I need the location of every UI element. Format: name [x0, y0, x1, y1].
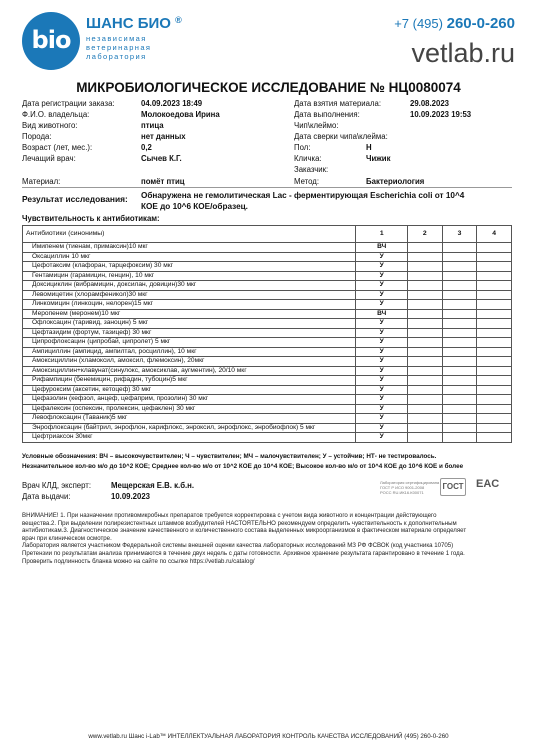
antibiotic-name: Цефтазидим (фортум, тазицеф) 30 мкг	[23, 328, 356, 338]
note-line: Претензии по результатам анализа принимаются в течение двух недель с даты готовности. Архивное хранение результата гарантировано в течение 1 года.	[22, 549, 465, 557]
empty-cell	[442, 385, 477, 395]
header-cell: 4	[477, 226, 512, 243]
brand-subtitle	[86, 34, 151, 61]
label: Вид животного:	[22, 121, 78, 130]
sensitivity-value: У	[356, 347, 408, 357]
empty-cell	[442, 281, 477, 291]
empty-cell	[407, 423, 442, 433]
table-row	[23, 300, 512, 310]
table-row	[23, 262, 512, 272]
sensitivity-value: У	[356, 423, 408, 433]
table-row	[23, 252, 512, 262]
empty-cell	[442, 395, 477, 405]
antibiotic-name: Офлоксацин (таривид, заноцин) 5 мкг	[23, 319, 356, 329]
empty-cell	[477, 423, 512, 433]
empty-cell	[407, 243, 442, 253]
notes-block	[22, 512, 517, 565]
label: Дата выполнения:	[294, 110, 360, 119]
empty-cell	[407, 414, 442, 424]
result-value	[141, 190, 464, 212]
empty-cell	[442, 309, 477, 319]
doctor-label: Врач КЛД, эксперт:	[22, 481, 92, 490]
sensitivity-value: У	[356, 395, 408, 405]
sensitivity-value: ВЧ	[356, 309, 408, 319]
header-cell: Антибиотики (синонимы)	[23, 226, 356, 243]
antibiotic-name: Цефтриаксон 30мкг	[23, 433, 356, 443]
sensitivity-value: У	[356, 281, 408, 291]
empty-cell	[477, 319, 512, 329]
empty-cell	[407, 433, 442, 443]
empty-cell	[442, 252, 477, 262]
label: Чип\клеймо:	[294, 121, 339, 130]
legend-line	[22, 452, 436, 461]
phone-number: 260-0-260	[446, 15, 515, 32]
note-line: ВНИМАНИЕ! 1. При назначении противомикробных препаратов требуется корректировка с учетом вида животного и концентрации действующего	[22, 512, 437, 519]
antibiotic-name: Рифампицин (бенемицин, рифадин, тубоцин)5 мкг	[23, 376, 356, 386]
label: Лечащий врач:	[22, 154, 76, 163]
empty-cell	[442, 262, 477, 272]
table-row	[23, 433, 512, 443]
header-cell: 3	[442, 226, 477, 243]
empty-cell	[407, 309, 442, 319]
sensitivity-value: У	[356, 300, 408, 310]
doctor-value: Мещерская Е.В. к.б.н.	[111, 481, 195, 490]
material-value: помёт птиц	[141, 177, 185, 186]
empty-cell	[477, 433, 512, 443]
empty-cell	[407, 376, 442, 386]
sensitivity-value: У	[356, 433, 408, 443]
footer: www.vetlab.ru Шанс i-Lab™ ИНТЕЛЛЕКТУАЛЬНАЯ ЛАБОРАТОРИЯ КОНТРОЛЬ КАЧЕСТВА ИССЛЕДОВАНИЙ (495) 260-0-260	[88, 733, 449, 740]
sensitivity-value: У	[356, 290, 408, 300]
label: Ф.И.О. владельца:	[22, 110, 90, 119]
table-row	[23, 404, 512, 414]
sensitivity-title: Чувствительность к антибиотикам:	[22, 214, 160, 223]
antibiotic-name: Амоксициллин (хламоксил, амоксил, флемоксин), 20мкг	[23, 357, 356, 367]
empty-cell	[477, 243, 512, 253]
empty-cell	[407, 385, 442, 395]
empty-cell	[442, 338, 477, 348]
table-row	[23, 281, 512, 291]
antibiotic-name: Амоксициллин+клавунат(синулокс, амоксиклав, аугментин), 20/10 мкг	[23, 366, 356, 376]
label: Заказчик:	[294, 165, 329, 174]
value: 10.09.2023 19:53	[410, 110, 472, 119]
empty-cell	[407, 252, 442, 262]
table-row	[23, 366, 512, 376]
label: Дата регистрации заказа:	[22, 99, 115, 108]
table-row	[23, 290, 512, 300]
empty-cell	[442, 366, 477, 376]
empty-cell	[442, 404, 477, 414]
sensitivity-value: У	[356, 271, 408, 281]
empty-cell	[477, 385, 512, 395]
cert-line: Лаборатория сертифицирована	[380, 480, 440, 485]
empty-cell	[477, 357, 512, 367]
empty-cell	[442, 243, 477, 253]
legend-line: Незначительное кол-во м/о до 10^2 КОЕ; Среднее кол-во м/о от 10^2 КОЕ до 10^4 КОЕ; Высокое кол-во м/о от 10^4 КОЕ до 10^6 КОЕ и более	[22, 463, 464, 470]
value: нет данных	[141, 132, 186, 141]
empty-cell	[407, 319, 442, 329]
empty-cell	[442, 300, 477, 310]
empty-cell	[407, 338, 442, 348]
label: Пол:	[294, 143, 311, 152]
logo-text: bio	[31, 26, 71, 54]
sensitivity-value: У	[356, 385, 408, 395]
empty-cell	[442, 290, 477, 300]
empty-cell	[442, 357, 477, 367]
empty-cell	[477, 281, 512, 291]
table-row	[23, 385, 512, 395]
antibiotic-name: Цефуроксим (аксетин, кетоцеф) 30 мкг	[23, 385, 356, 395]
brand-subtitle-line: лаборатория	[86, 52, 147, 61]
antibiotic-name: Ципрофлоксацин (ципробай, ципролет) 5 мкг	[23, 338, 356, 348]
empty-cell	[407, 347, 442, 357]
empty-cell	[477, 300, 512, 310]
logo	[22, 12, 80, 70]
issue-date-value: 10.09.2023	[111, 492, 151, 501]
value: 04.09.2023 18:49	[141, 99, 203, 108]
empty-cell	[442, 328, 477, 338]
note-line: Лаборатория является участником Федеральной системы внешней оценки качества лабораторных исследований МЗ РФ ФСВОК (код участника 10705)	[22, 542, 454, 550]
antibiotic-name: Энрофлоксацин (байтрил, энрофлон, карифлокс, энроксил, энрофлокс, энробиофлок) 5 мкг	[23, 423, 356, 433]
sensitivity-value: У	[356, 376, 408, 386]
empty-cell	[407, 262, 442, 272]
header-cell: 2	[407, 226, 442, 243]
document-title: МИКРОБИОЛОГИЧЕСКОЕ ИССЛЕДОВАНИЕ № НЦ0080074	[76, 80, 461, 95]
antibiotic-name: Левофлоксацин (Таваник)5 мкг	[23, 414, 356, 424]
header-cell: 1	[356, 226, 408, 243]
sensitivity-value: У	[356, 357, 408, 367]
antibiotics-table	[22, 225, 512, 443]
empty-cell	[477, 328, 512, 338]
empty-cell	[442, 271, 477, 281]
brand-subtitle-line: независимая	[86, 34, 147, 43]
note-line: антибиотикам.3. Диагностическое значение качественного и количественного состава выделенных микроорганизмов в фактическом материале определяет	[22, 527, 467, 535]
empty-cell	[477, 271, 512, 281]
sensitivity-value: У	[356, 366, 408, 376]
empty-cell	[442, 319, 477, 329]
table-row	[23, 309, 512, 319]
antibiotic-name: Оксациллин 10 мкг	[23, 252, 356, 262]
empty-cell	[407, 404, 442, 414]
gost-stamp-icon: ГОСТ	[440, 478, 466, 496]
antibiotic-name: Ампициллин (ампицид, ампилтал, росциллин), 10 мкг	[23, 347, 356, 357]
certification-text	[380, 480, 439, 495]
empty-cell	[407, 300, 442, 310]
empty-cell	[407, 395, 442, 405]
empty-cell	[442, 376, 477, 386]
note-line: врач при клиническом осмотре.	[22, 534, 112, 542]
brand-mark: ®	[175, 15, 182, 25]
table-row	[23, 376, 512, 386]
empty-cell	[477, 338, 512, 348]
phone-prefix: +7 (495)	[394, 16, 443, 31]
table-row	[23, 338, 512, 348]
sensitivity-value: У	[356, 404, 408, 414]
empty-cell	[477, 414, 512, 424]
empty-cell	[407, 328, 442, 338]
empty-cell	[477, 309, 512, 319]
table-row	[23, 423, 512, 433]
sensitivity-value: У	[356, 252, 408, 262]
brand-name	[86, 15, 182, 32]
table-row	[23, 347, 512, 357]
table-row	[23, 319, 512, 329]
empty-cell	[407, 357, 442, 367]
antibiotic-name: Меропенем (меронем)10 мкг	[23, 309, 356, 319]
empty-cell	[477, 376, 512, 386]
antibiotic-name: Цефотаксим (клафоран, тарцефоксим) 30 мкг	[23, 262, 356, 272]
result-line: Обнаружена не гемолитическая Lac - ферментирующая Escherichia coli от 10^4	[141, 191, 465, 200]
brand-subtitle-line: ветеринарная	[86, 43, 152, 52]
empty-cell	[407, 366, 442, 376]
empty-cell	[442, 433, 477, 443]
brand-title: ШАНС БИО	[86, 15, 171, 32]
value: 0,2	[141, 143, 152, 152]
sensitivity-value: У	[356, 328, 408, 338]
value: Чижик	[366, 154, 391, 163]
antibiotic-name: Левомицетин (хлорамфеникол)30 мкг	[23, 290, 356, 300]
antibiotic-name: Доксициклин (вибрамицин, доксилан, довицин)30 мкг	[23, 281, 356, 291]
legend-text: Условные обозначения: ВЧ – высокочувствителен; Ч – чувствителен; МЧ – малочувствителен; У – устойчив; НТ- не тестировалось.	[22, 453, 437, 460]
empty-cell	[407, 281, 442, 291]
label: Дата взятия материала:	[294, 99, 382, 108]
site-url: vetlab.ru	[411, 38, 515, 68]
cert-line: РОСС RU.ИК16.К00071	[380, 490, 424, 495]
issue-date-label: Дата выдачи:	[22, 492, 71, 501]
sensitivity-value: ВЧ	[356, 243, 408, 253]
sensitivity-value: У	[356, 319, 408, 329]
table-row	[23, 395, 512, 405]
empty-cell	[407, 290, 442, 300]
method-label: Метод:	[294, 177, 320, 186]
empty-cell	[477, 395, 512, 405]
label: Порода:	[22, 132, 52, 141]
eac-mark-icon: EAC	[476, 478, 500, 490]
value: птица	[141, 121, 164, 130]
value: Сычев К.Г.	[141, 154, 182, 163]
antibiotic-name: Цефалексин (оспексин, пролексин, цефаклен) 30 мкг	[23, 404, 356, 414]
antibiotic-name: Гентамицин (гарамицин, генцин), 10 мкг	[23, 271, 356, 281]
note-line: Проверить подлинность бланка можно на сайте по ссылке https://vetlab.ru/catalog/	[22, 557, 255, 565]
table-row	[23, 243, 512, 253]
value: 29.08.2023	[410, 99, 450, 108]
empty-cell	[477, 252, 512, 262]
phone	[394, 15, 515, 32]
label: Кличка:	[294, 154, 322, 163]
note-line: вещества.2. При выделении полирезистентных штаммов возбудителей НАСТОЯТЕЛЬНО рекомендуем определить чувствительность к дополнительным	[22, 519, 457, 527]
sensitivity-value: У	[356, 262, 408, 272]
empty-cell	[442, 414, 477, 424]
table-row	[23, 357, 512, 367]
value: Молокоедова Ирина	[141, 110, 220, 119]
table-row	[23, 271, 512, 281]
material-label: Материал:	[22, 177, 61, 186]
divider	[22, 187, 512, 188]
empty-cell	[442, 347, 477, 357]
result-line: КОЕ до 10^6 КОЕ/образец.	[141, 202, 248, 211]
sensitivity-value: У	[356, 338, 408, 348]
antibiotic-name: Имипенем (тиенам, примаксин)10 мкг	[23, 243, 356, 253]
empty-cell	[477, 366, 512, 376]
antibiotic-name: Линкомицин (линкоцин, нелорен)15 мкг	[23, 300, 356, 310]
method-value: Бактериология	[366, 177, 425, 186]
empty-cell	[477, 290, 512, 300]
result-label: Результат исследования:	[22, 194, 128, 204]
sensitivity-value: У	[356, 414, 408, 424]
empty-cell	[477, 404, 512, 414]
table-header-row	[23, 226, 512, 243]
empty-cell	[477, 347, 512, 357]
empty-cell	[407, 271, 442, 281]
label: Дата сверки чипа\клейма:	[294, 132, 388, 141]
table-row	[23, 414, 512, 424]
table-row	[23, 328, 512, 338]
empty-cell	[477, 262, 512, 272]
empty-cell	[442, 423, 477, 433]
antibiotic-name: Цефазолин (кефзол, анцеф, цефаприм, прозолин) 30 мкг	[23, 395, 356, 405]
value: Н	[366, 143, 372, 152]
cert-line: ГОСТ Р ИСО 9001-2008	[380, 485, 425, 490]
label: Возраст (лет, мес.):	[22, 143, 93, 152]
